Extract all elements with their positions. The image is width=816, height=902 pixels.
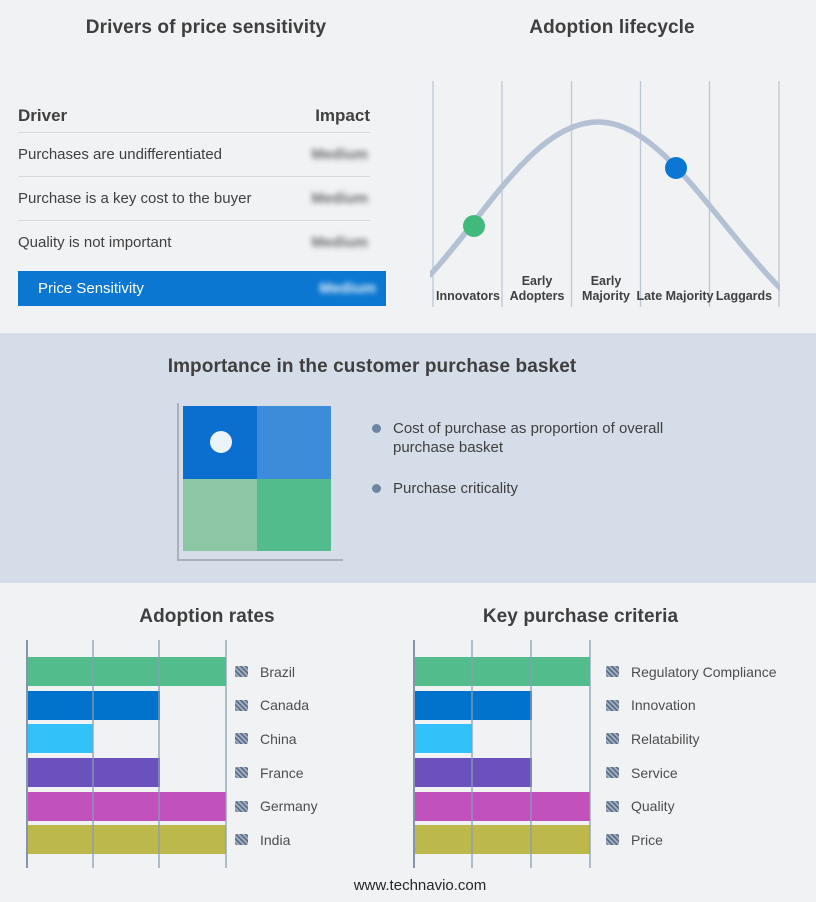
highlight-row-label: Price Sensitivity: [38, 280, 144, 297]
key-criteria-title: Key purchase criteria: [482, 606, 679, 627]
legend-item: [606, 657, 777, 686]
legend-label: Price: [631, 831, 663, 848]
list-item: [372, 419, 672, 457]
driver-cell: Purchases are undifferentiated: [18, 146, 223, 163]
bar-china: [27, 724, 93, 753]
redacted-swatch-icon: [606, 700, 619, 711]
bullet-text: Purchase criticality: [393, 480, 519, 497]
bar-france: [27, 758, 160, 787]
column-header-impact: Impact: [315, 106, 370, 125]
list-item: [372, 479, 672, 498]
price-sensitivity-highlight-row: [18, 271, 386, 306]
drivers-table: [18, 92, 370, 264]
drivers-table-header: [18, 92, 370, 133]
impact-cell-blurred: Medium: [319, 280, 376, 297]
redacted-swatch-icon: [235, 767, 248, 778]
redacted-swatch-icon: [235, 666, 248, 677]
redacted-swatch-icon: [235, 801, 248, 812]
stage-label-innovators: Innovators: [436, 289, 500, 303]
impact-cell-blurred: Medium: [311, 234, 368, 251]
bullet-icon: [372, 484, 381, 493]
redacted-swatch-icon: [235, 733, 248, 744]
legend-item: [606, 792, 777, 821]
legend-label: Relatability: [631, 730, 700, 747]
redacted-swatch-icon: [606, 767, 619, 778]
bar-india: [27, 825, 226, 854]
innovators-marker-dot: [463, 215, 485, 237]
legend-item: [606, 758, 777, 787]
matrix-quadrant-bottom-left: [183, 479, 257, 552]
table-row: [18, 177, 370, 221]
legend-item: [606, 724, 777, 753]
redacted-swatch-icon: [606, 834, 619, 845]
legend-item: [235, 724, 318, 753]
legend-label: Germany: [260, 798, 318, 815]
bar-price: [414, 825, 590, 854]
stage-label-early-majority: Early Majority: [582, 274, 630, 303]
stage-label-laggards: Laggards: [715, 289, 773, 303]
redacted-swatch-icon: [235, 700, 248, 711]
bar-relatability: [414, 724, 472, 753]
impact-cell-blurred: Medium: [311, 190, 368, 207]
legend-item: [235, 758, 318, 787]
legend-item: [235, 657, 318, 686]
key-criteria-chart: [413, 640, 590, 868]
legend-label: Canada: [260, 697, 310, 714]
drivers-panel-title: Drivers of price sensitivity: [85, 17, 327, 38]
legend-label: Brazil: [260, 663, 296, 680]
adoption-rates-bars: [27, 657, 226, 859]
redacted-swatch-icon: [606, 666, 619, 677]
basket-panel-title: Importance in the customer purchase basket: [167, 356, 577, 377]
bar-innovation: [414, 691, 532, 720]
adoption-rates-chart: [26, 640, 226, 868]
legend-item: [235, 825, 318, 854]
bar-brazil: [27, 657, 226, 686]
late-majority-marker-dot: [665, 157, 687, 179]
bar-quality: [414, 792, 590, 821]
legend-label: France: [260, 764, 304, 781]
legend-label: Service: [631, 764, 678, 781]
legend-label: Innovation: [631, 697, 696, 714]
legend-item: [235, 691, 318, 720]
lifecycle-panel-title: Adoption lifecycle: [529, 17, 695, 38]
key-criteria-bars: [414, 657, 590, 859]
redacted-swatch-icon: [606, 801, 619, 812]
bullet-icon: [372, 424, 381, 433]
lifecycle-stage-labels: [430, 260, 780, 304]
table-row: [18, 133, 370, 177]
key-criteria-legend: [606, 657, 777, 859]
legend-item: [606, 825, 777, 854]
adoption-rates-title: Adoption rates: [139, 606, 275, 627]
matrix-quadrant-top-right: [257, 406, 331, 479]
legend-label: India: [260, 831, 291, 848]
legend-item: [606, 691, 777, 720]
legend-label: Regulatory Compliance: [631, 663, 777, 680]
matrix-quadrant-bottom-right: [257, 479, 331, 552]
redacted-swatch-icon: [235, 834, 248, 845]
stage-label-early-adopters: Early Adopters: [509, 274, 565, 303]
bar-germany: [27, 792, 226, 821]
impact-cell-blurred: Medium: [311, 146, 368, 163]
column-header-driver: Driver: [18, 106, 68, 125]
legend-label: Quality: [631, 798, 675, 815]
redacted-swatch-icon: [606, 733, 619, 744]
stage-label-late-majority: Late Majority: [636, 289, 714, 303]
table-row: [18, 221, 370, 264]
bar-regulatory-compliance: [414, 657, 590, 686]
basket-bullet-list: [372, 419, 672, 520]
driver-cell: Purchase is a key cost to the buyer: [18, 190, 252, 207]
footer-url: www.technavio.com: [353, 877, 487, 894]
legend-label: China: [260, 730, 297, 747]
bar-service: [414, 758, 532, 787]
purchase-basket-matrix: [183, 406, 331, 551]
matrix-position-dot: [210, 431, 232, 453]
driver-cell: Quality is not important: [18, 234, 172, 251]
adoption-rates-legend: [235, 657, 318, 859]
bullet-text: Cost of purchase as proportion of overall purchase basket: [393, 420, 664, 456]
bar-canada: [27, 691, 160, 720]
legend-item: [235, 792, 318, 821]
